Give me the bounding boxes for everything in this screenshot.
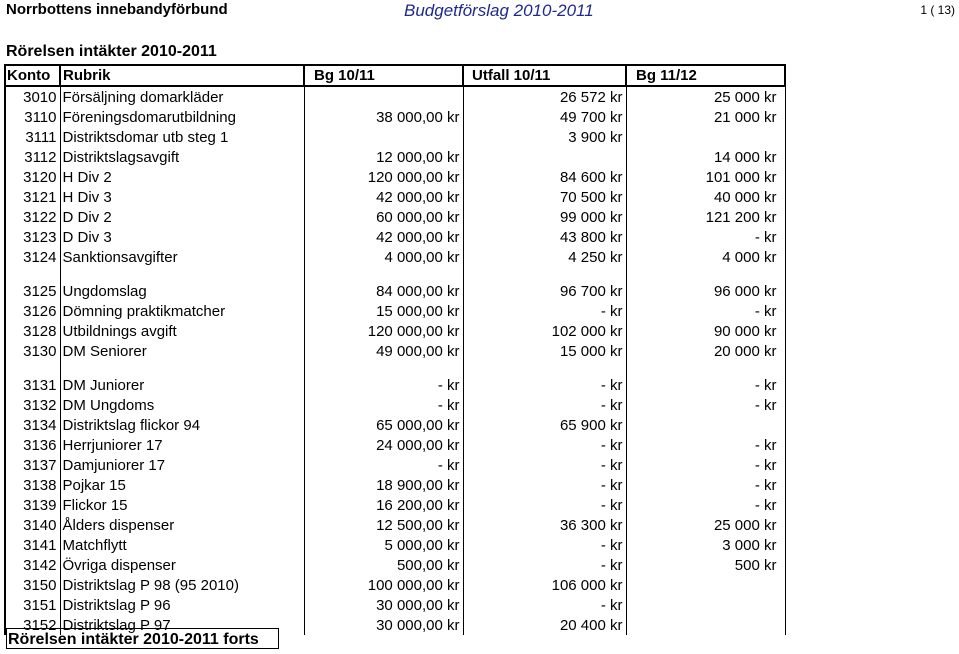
cell-utfall: - kr	[463, 495, 626, 515]
cell-rubrik: Föreningsdomarutbildning	[60, 107, 304, 127]
cell-utfall: 65 900 kr	[463, 415, 626, 435]
cell-utfall: 26 572 kr	[463, 86, 626, 107]
cell-utfall: 49 700 kr	[463, 107, 626, 127]
cell-rubrik: Pojkar 15	[60, 475, 304, 495]
cell-konto: 3128	[5, 321, 60, 341]
cell-utfall: - kr	[463, 475, 626, 495]
cell-bg1011: 30 000,00 kr	[304, 615, 463, 635]
cell-bg1011: - kr	[304, 455, 463, 475]
cell-bg1112: 21 000 kr	[626, 107, 785, 127]
spacer-cell	[626, 361, 785, 375]
cell-rubrik: Utbildnings avgift	[60, 321, 304, 341]
cell-utfall: - kr	[463, 375, 626, 395]
cell-bg1112: 90 000 kr	[626, 321, 785, 341]
cell-bg1112	[626, 615, 785, 635]
cell-konto: 3111	[5, 127, 60, 147]
cell-rubrik: Distriktslag P 97	[60, 615, 304, 635]
cell-utfall: - kr	[463, 395, 626, 415]
table-row	[5, 227, 785, 247]
spacer-cell	[60, 361, 304, 375]
cell-bg1112: 500 kr	[626, 555, 785, 575]
cell-bg1011: 120 000,00 kr	[304, 321, 463, 341]
cell-bg1112	[626, 575, 785, 595]
cell-bg1011: - kr	[304, 395, 463, 415]
cell-konto: 3137	[5, 455, 60, 475]
cell-konto: 3120	[5, 167, 60, 187]
cell-bg1011: 65 000,00 kr	[304, 415, 463, 435]
cell-bg1112: 4 000 kr	[626, 247, 785, 267]
cell-rubrik: D Div 2	[60, 207, 304, 227]
table-row	[5, 595, 785, 615]
table-row	[5, 301, 785, 321]
cell-bg1112: - kr	[626, 455, 785, 475]
page-header	[0, 0, 959, 22]
cell-konto: 3142	[5, 555, 60, 575]
cell-bg1112: - kr	[626, 301, 785, 321]
cell-bg1112: - kr	[626, 475, 785, 495]
cell-bg1011: 42 000,00 kr	[304, 187, 463, 207]
cell-rubrik: Försäljning domarkläder	[60, 86, 304, 107]
cell-bg1011: 18 900,00 kr	[304, 475, 463, 495]
cell-bg1011	[304, 86, 463, 107]
cell-konto: 3131	[5, 375, 60, 395]
cell-bg1011: 60 000,00 kr	[304, 207, 463, 227]
budget-table	[4, 64, 786, 635]
cell-utfall: 99 000 kr	[463, 207, 626, 227]
cell-konto: 3125	[5, 281, 60, 301]
row-spacer	[5, 361, 785, 375]
cell-konto: 3123	[5, 227, 60, 247]
column-header-rubrik: Rubrik	[60, 65, 304, 86]
cell-konto: 3139	[5, 495, 60, 515]
cell-utfall: - kr	[463, 535, 626, 555]
cell-konto: 3122	[5, 207, 60, 227]
cell-konto: 3126	[5, 301, 60, 321]
cell-rubrik: Herrjuniorer 17	[60, 435, 304, 455]
cell-rubrik: D Div 3	[60, 227, 304, 247]
cell-bg1011: 38 000,00 kr	[304, 107, 463, 127]
column-header-utfall: Utfall 10/11	[463, 65, 626, 86]
cell-bg1011: 30 000,00 kr	[304, 595, 463, 615]
cell-konto: 3151	[5, 595, 60, 615]
cell-utfall: - kr	[463, 595, 626, 615]
cell-bg1112: 20 000 kr	[626, 341, 785, 361]
cell-rubrik: Dömning praktikmatcher	[60, 301, 304, 321]
page-number: 1 ( 13)	[920, 3, 955, 17]
cell-bg1011: 100 000,00 kr	[304, 575, 463, 595]
table-row	[5, 281, 785, 301]
cell-konto: 3124	[5, 247, 60, 267]
cell-konto: 3138	[5, 475, 60, 495]
cell-bg1112: - kr	[626, 227, 785, 247]
cell-bg1112: 96 000 kr	[626, 281, 785, 301]
table-header-row	[5, 65, 785, 86]
cell-bg1011: 42 000,00 kr	[304, 227, 463, 247]
cell-utfall	[463, 147, 626, 167]
cell-rubrik: Distriktsdomar utb steg 1	[60, 127, 304, 147]
cell-bg1011: 12 500,00 kr	[304, 515, 463, 535]
cell-rubrik: Flickor 15	[60, 495, 304, 515]
table-row	[5, 415, 785, 435]
cell-bg1011	[304, 127, 463, 147]
cell-utfall: 96 700 kr	[463, 281, 626, 301]
spacer-cell	[60, 267, 304, 281]
cell-konto: 3141	[5, 535, 60, 555]
cell-bg1112: 101 000 kr	[626, 167, 785, 187]
table-row	[5, 535, 785, 555]
cell-bg1011: 49 000,00 kr	[304, 341, 463, 361]
spacer-cell	[5, 361, 60, 375]
cell-bg1011: 15 000,00 kr	[304, 301, 463, 321]
table-body	[5, 86, 785, 635]
cell-konto: 3134	[5, 415, 60, 435]
table-row	[5, 395, 785, 415]
cell-bg1011: 4 000,00 kr	[304, 247, 463, 267]
cell-rubrik: DM Seniorer	[60, 341, 304, 361]
cell-rubrik: DM Ungdoms	[60, 395, 304, 415]
cell-konto: 3140	[5, 515, 60, 535]
cell-utfall: - kr	[463, 435, 626, 455]
cell-bg1112: 14 000 kr	[626, 147, 785, 167]
cell-bg1112: - kr	[626, 495, 785, 515]
table-row	[5, 455, 785, 475]
cell-bg1112: 3 000 kr	[626, 535, 785, 555]
cell-rubrik: Distriktslag P 96	[60, 595, 304, 615]
cell-utfall: 3 900 kr	[463, 127, 626, 147]
cell-rubrik: H Div 2	[60, 167, 304, 187]
cell-bg1011: 24 000,00 kr	[304, 435, 463, 455]
table-row	[5, 167, 785, 187]
row-spacer	[5, 267, 785, 281]
cell-utfall: - kr	[463, 301, 626, 321]
spacer-cell	[626, 267, 785, 281]
cell-rubrik: Övriga dispenser	[60, 555, 304, 575]
table-row	[5, 375, 785, 395]
cell-bg1112	[626, 415, 785, 435]
spacer-cell	[463, 267, 626, 281]
cell-bg1011: 5 000,00 kr	[304, 535, 463, 555]
cell-utfall: 43 800 kr	[463, 227, 626, 247]
cell-bg1112: 121 200 kr	[626, 207, 785, 227]
cell-rubrik: Damjuniorer 17	[60, 455, 304, 475]
table-row	[5, 187, 785, 207]
cell-bg1011: 16 200,00 kr	[304, 495, 463, 515]
cell-rubrik: H Div 3	[60, 187, 304, 207]
cell-utfall: - kr	[463, 555, 626, 575]
document-title: Budgetförslag 2010-2011	[404, 1, 594, 20]
cell-utfall: 84 600 kr	[463, 167, 626, 187]
table-row	[5, 247, 785, 267]
cell-rubrik: Distriktslagsavgift	[60, 147, 304, 167]
cell-rubrik: Matchflytt	[60, 535, 304, 555]
cell-konto: 3152	[5, 615, 60, 635]
cell-rubrik: Distriktslag flickor 94	[60, 415, 304, 435]
spacer-cell	[5, 267, 60, 281]
column-header-bg1011: Bg 10/11	[304, 65, 463, 86]
section-footer-title: Rörelsen intäkter 2010-2011 forts	[6, 628, 279, 649]
cell-utfall: 20 400 kr	[463, 615, 626, 635]
table-row	[5, 495, 785, 515]
table-row	[5, 555, 785, 575]
cell-konto: 3136	[5, 435, 60, 455]
table-row	[5, 321, 785, 341]
cell-konto: 3010	[5, 86, 60, 107]
cell-utfall: 36 300 kr	[463, 515, 626, 535]
table-row	[5, 341, 785, 361]
table-row	[5, 86, 785, 107]
cell-utfall: 4 250 kr	[463, 247, 626, 267]
table-row	[5, 475, 785, 495]
cell-konto: 3112	[5, 147, 60, 167]
cell-bg1011: - kr	[304, 375, 463, 395]
cell-rubrik: Ungdomslag	[60, 281, 304, 301]
cell-konto: 3132	[5, 395, 60, 415]
table-row	[5, 207, 785, 227]
cell-konto: 3130	[5, 341, 60, 361]
organization-name: Norrbottens innebandyförbund	[6, 1, 228, 18]
cell-bg1112: 25 000 kr	[626, 515, 785, 535]
table-row	[5, 107, 785, 127]
table-row	[5, 147, 785, 167]
cell-konto: 3150	[5, 575, 60, 595]
cell-utfall: 15 000 kr	[463, 341, 626, 361]
cell-utfall: 70 500 kr	[463, 187, 626, 207]
table-row	[5, 127, 785, 147]
cell-rubrik: Distriktslag P 98 (95 2010)	[60, 575, 304, 595]
cell-bg1112: - kr	[626, 435, 785, 455]
cell-utfall: 102 000 kr	[463, 321, 626, 341]
cell-bg1112: - kr	[626, 375, 785, 395]
table-row	[5, 515, 785, 535]
cell-utfall: 106 000 kr	[463, 575, 626, 595]
cell-bg1112	[626, 595, 785, 615]
cell-rubrik: DM Juniorer	[60, 375, 304, 395]
cell-rubrik: Sanktionsavgifter	[60, 247, 304, 267]
spacer-cell	[304, 361, 463, 375]
table-row	[5, 575, 785, 595]
cell-bg1011: 12 000,00 kr	[304, 147, 463, 167]
cell-bg1112: - kr	[626, 395, 785, 415]
cell-konto: 3110	[5, 107, 60, 127]
cell-bg1011: 84 000,00 kr	[304, 281, 463, 301]
cell-bg1011: 120 000,00 kr	[304, 167, 463, 187]
cell-konto: 3121	[5, 187, 60, 207]
cell-bg1112: 40 000 kr	[626, 187, 785, 207]
spacer-cell	[304, 267, 463, 281]
cell-utfall: - kr	[463, 455, 626, 475]
section-title: Rörelsen intäkter 2010-2011	[6, 43, 217, 60]
cell-rubrik: Ålders dispenser	[60, 515, 304, 535]
cell-bg1112	[626, 127, 785, 147]
spacer-cell	[463, 361, 626, 375]
column-header-konto: Konto	[5, 65, 60, 86]
cell-bg1112: 25 000 kr	[626, 86, 785, 107]
column-header-bg1112: Bg 11/12	[626, 65, 785, 86]
table-row	[5, 435, 785, 455]
cell-bg1011: 500,00 kr	[304, 555, 463, 575]
